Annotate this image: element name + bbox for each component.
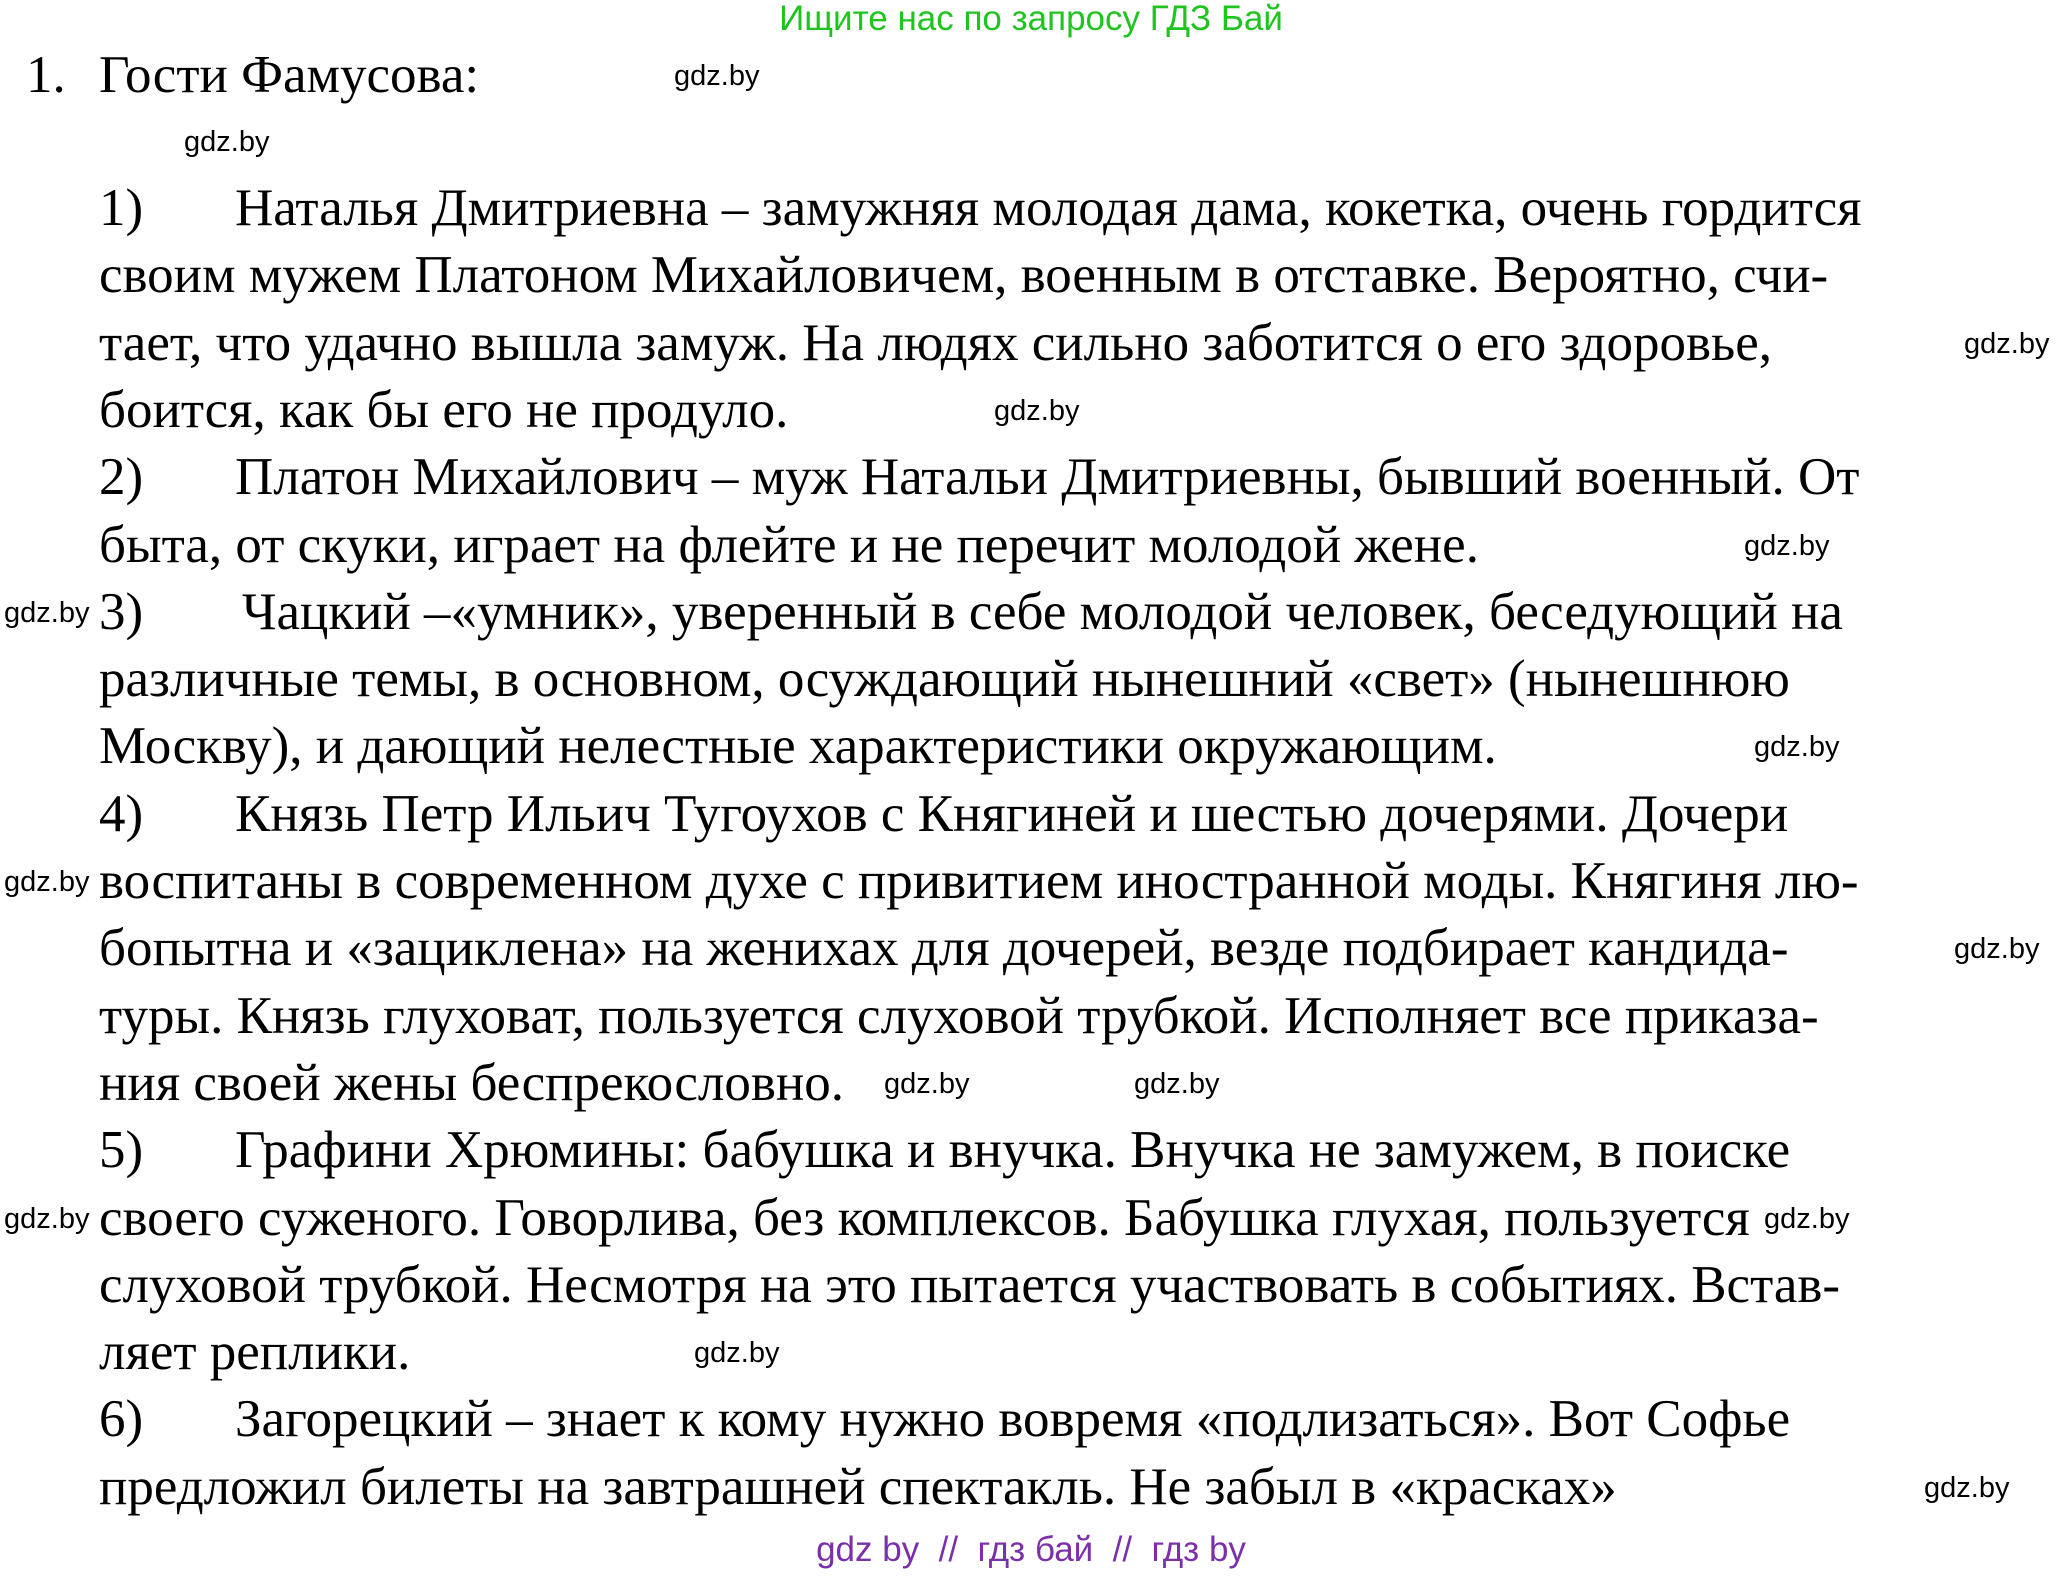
- watermark-gdz: gdz.by: [884, 1067, 970, 1100]
- footer-links: gdz by // гдз бай // гдз by: [816, 1530, 1246, 1569]
- item-text-line: ляет реплики.: [99, 1323, 411, 1382]
- item-number: 4): [99, 784, 144, 843]
- item-text-line: бопытна и «зациклена» на женихах для дочерей, везде подбирает кандида-: [99, 919, 1789, 978]
- item-text-line: ния своей жены беспрекословно.: [99, 1053, 845, 1112]
- item-text-line: различные темы, в основном, осуждающий нынешний «свет» (нынешнюю: [99, 650, 1790, 709]
- item-text-line: Наталья Дмитриевна – замужняя молодая дама, кокетка, очень гордится: [235, 179, 1862, 237]
- heading-number: 1.: [26, 46, 66, 104]
- watermark-gdz: gdz.by: [1754, 731, 1840, 764]
- watermark-gdz: gdz.by: [4, 1202, 90, 1235]
- item-text-line: Платон Михайлович – муж Натальи Дмитриевны, бывший военный. От: [235, 448, 1860, 507]
- item-number: 2): [99, 448, 144, 507]
- item-text-line: Князь Петр Ильич Тугоухов с Княгиней и шестью дочерями. Дочери: [235, 784, 1789, 843]
- watermark-gdz: gdz.by: [1744, 529, 1830, 562]
- item-number: 6): [99, 1390, 144, 1449]
- watermark-gdz: gdz.by: [994, 394, 1080, 427]
- item-number: 5): [99, 1121, 144, 1180]
- item-text-line: Загорецкий – знает к кому нужно вовремя «подлизаться». Вот Софье: [235, 1390, 1791, 1449]
- watermark-gdz: gdz.by: [1964, 327, 2050, 360]
- item-number: 3): [99, 582, 144, 641]
- footer-wrap: [0, 1530, 2062, 1570]
- item-text-line: своим мужем Платоном Михайловичем, военным в отставке. Вероятно, счи-: [99, 246, 1829, 305]
- item-text-line: воспитаны в современном духе с привитием иностранной моды. Княгиня лю-: [99, 852, 1859, 910]
- watermark-gdz: gdz.by: [184, 126, 270, 158]
- item-text-line: Графини Хрюмины: бабушка и внучка. Внучка не замужем, в поиске: [235, 1121, 1791, 1180]
- item-text-line: слуховой трубкой. Несмотря на это пытается участвовать в событиях. Встав-: [99, 1255, 1841, 1314]
- item-text-line: Москву), и дающий нелестные характеристики окружающим.: [99, 717, 1497, 776]
- watermark-gdz: gdz.by: [1764, 1202, 1850, 1235]
- item-text-line: предложил билеты на завтрашней спектакль. Не забыл в «красках»: [99, 1457, 1617, 1516]
- item-text-line: быта, от скуки, играет на флейте и не перечит молодой жене.: [99, 515, 1479, 574]
- watermark-gdz: gdz.by: [694, 1337, 780, 1370]
- item-text-line: своего суженого. Говорлива, без комплексов. Бабушка глухая, пользуется: [99, 1188, 1750, 1247]
- item-number: 1): [99, 179, 144, 237]
- search-banner: Ищите нас по запросу ГДЗ Бай: [779, 0, 1283, 38]
- item-text-line: Чацкий –«умник», уверенный в себе молодой человек, беседующий на: [242, 582, 1843, 641]
- heading-title: Гости Фамусова:: [99, 46, 480, 104]
- watermark-gdz: gdz.by: [4, 596, 90, 629]
- watermark-gdz: gdz.by: [674, 60, 760, 92]
- watermark-gdz: gdz.by: [1134, 1067, 1220, 1100]
- search-banner-wrap: [0, 0, 2062, 38]
- watermark-gdz: gdz.by: [1954, 933, 2040, 966]
- item-text-line: туры. Князь глуховат, пользуется слуховой трубкой. Исполняет все приказа-: [99, 986, 1819, 1045]
- watermark-gdz: gdz.by: [4, 866, 90, 898]
- item-text-line: тает, что удачно вышла замуж. На людях сильно заботится о его здоровье,: [99, 313, 1772, 372]
- item-text-line: боится, как бы его не продуло.: [99, 380, 789, 439]
- watermark-gdz: gdz.by: [1924, 1471, 2010, 1504]
